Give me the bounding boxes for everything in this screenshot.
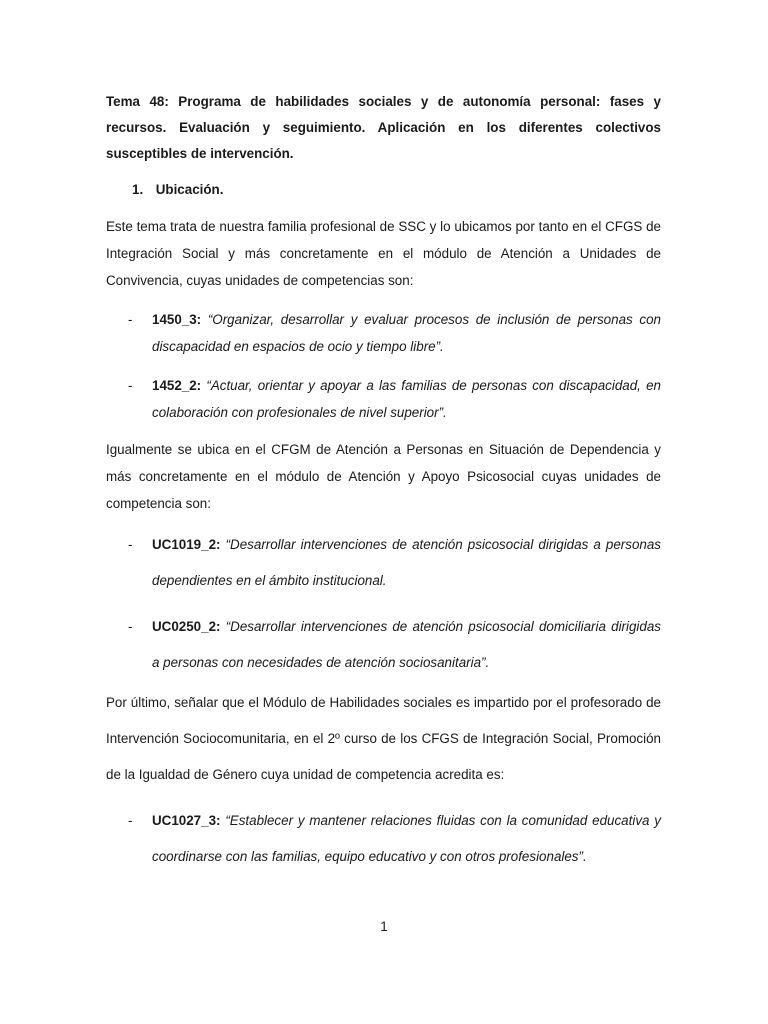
competency-text: “Desarrollar intervenciones de atención psicosocial dirigidas a personas dependientes en el ámbito institucional. — [152, 537, 661, 588]
competency-text: “Establecer y mantener relaciones fluidas con la comunidad educativa y coordinarse con las familias, equipo educativo y con otros profesionales”. — [152, 813, 661, 864]
competency-code: UC1019_2: — [152, 537, 221, 552]
bullet-dash: - — [128, 813, 133, 828]
list-item — [106, 306, 661, 360]
competency-code: UC0250_2: — [152, 619, 221, 634]
bullet-dash: - — [128, 537, 133, 552]
list-item — [106, 609, 661, 681]
section-number: 1. — [132, 182, 144, 197]
list-item — [106, 527, 661, 599]
document-title: Tema 48: Programa de habilidades sociales y de autonomía personal: fases y recursos. Evaluación y seguimiento. Aplicación en los diferentes colectivos susceptibles de intervención. — [106, 94, 661, 161]
section-label: Ubicación. — [155, 182, 224, 197]
competency-code: 1452_2: — [152, 378, 202, 393]
competency-text: “Desarrollar intervenciones de atención psicosocial domiciliaria dirigidas a personas con necesidades de atención sociosanitaria”. — [152, 619, 661, 670]
bullet-dash: - — [128, 378, 133, 393]
list-item — [106, 372, 661, 426]
list-item — [106, 803, 661, 875]
cfgm-paragraph: Igualmente se ubica en el CFGM de Atención a Personas en Situación de Dependencia y más concretamente en el módulo de Atención y Apoyo Psicosocial cuyas unidades de competencia son: — [106, 442, 661, 511]
section-heading — [106, 177, 661, 203]
bullet-dash: - — [128, 619, 133, 634]
bullet-dash: - — [128, 312, 133, 327]
closing-paragraph: Por último, señalar que el Módulo de Habilidades sociales es impartido por el profesorado de Intervención Sociocomunitaria, en el 2º curso de los CFGS de Integración Social, Promoción de la Igualdad de Género cuya unidad de competencia acredita es: — [106, 695, 661, 782]
intro-paragraph: Este tema trata de nuestra familia profesional de SSC y lo ubicamos por tanto en el CFGS de Integración Social y más concretamente en el módulo de Atención a Unidades de Convivencia, cuyas unidades de competencias son: — [106, 219, 661, 288]
page-number: 1 — [380, 919, 388, 934]
competency-text: “Organizar, desarrollar y evaluar procesos de inclusión de personas con discapacidad en espacios de ocio y tiempo libre”. — [152, 312, 661, 354]
competency-code: 1450_3: — [152, 312, 202, 327]
competency-code: UC1027_3: — [152, 813, 221, 828]
page-content — [106, 89, 661, 875]
competency-text: “Actuar, orientar y apoyar a las familias de personas con discapacidad, en colaboración con profesionales de nivel superior”. — [152, 378, 661, 420]
